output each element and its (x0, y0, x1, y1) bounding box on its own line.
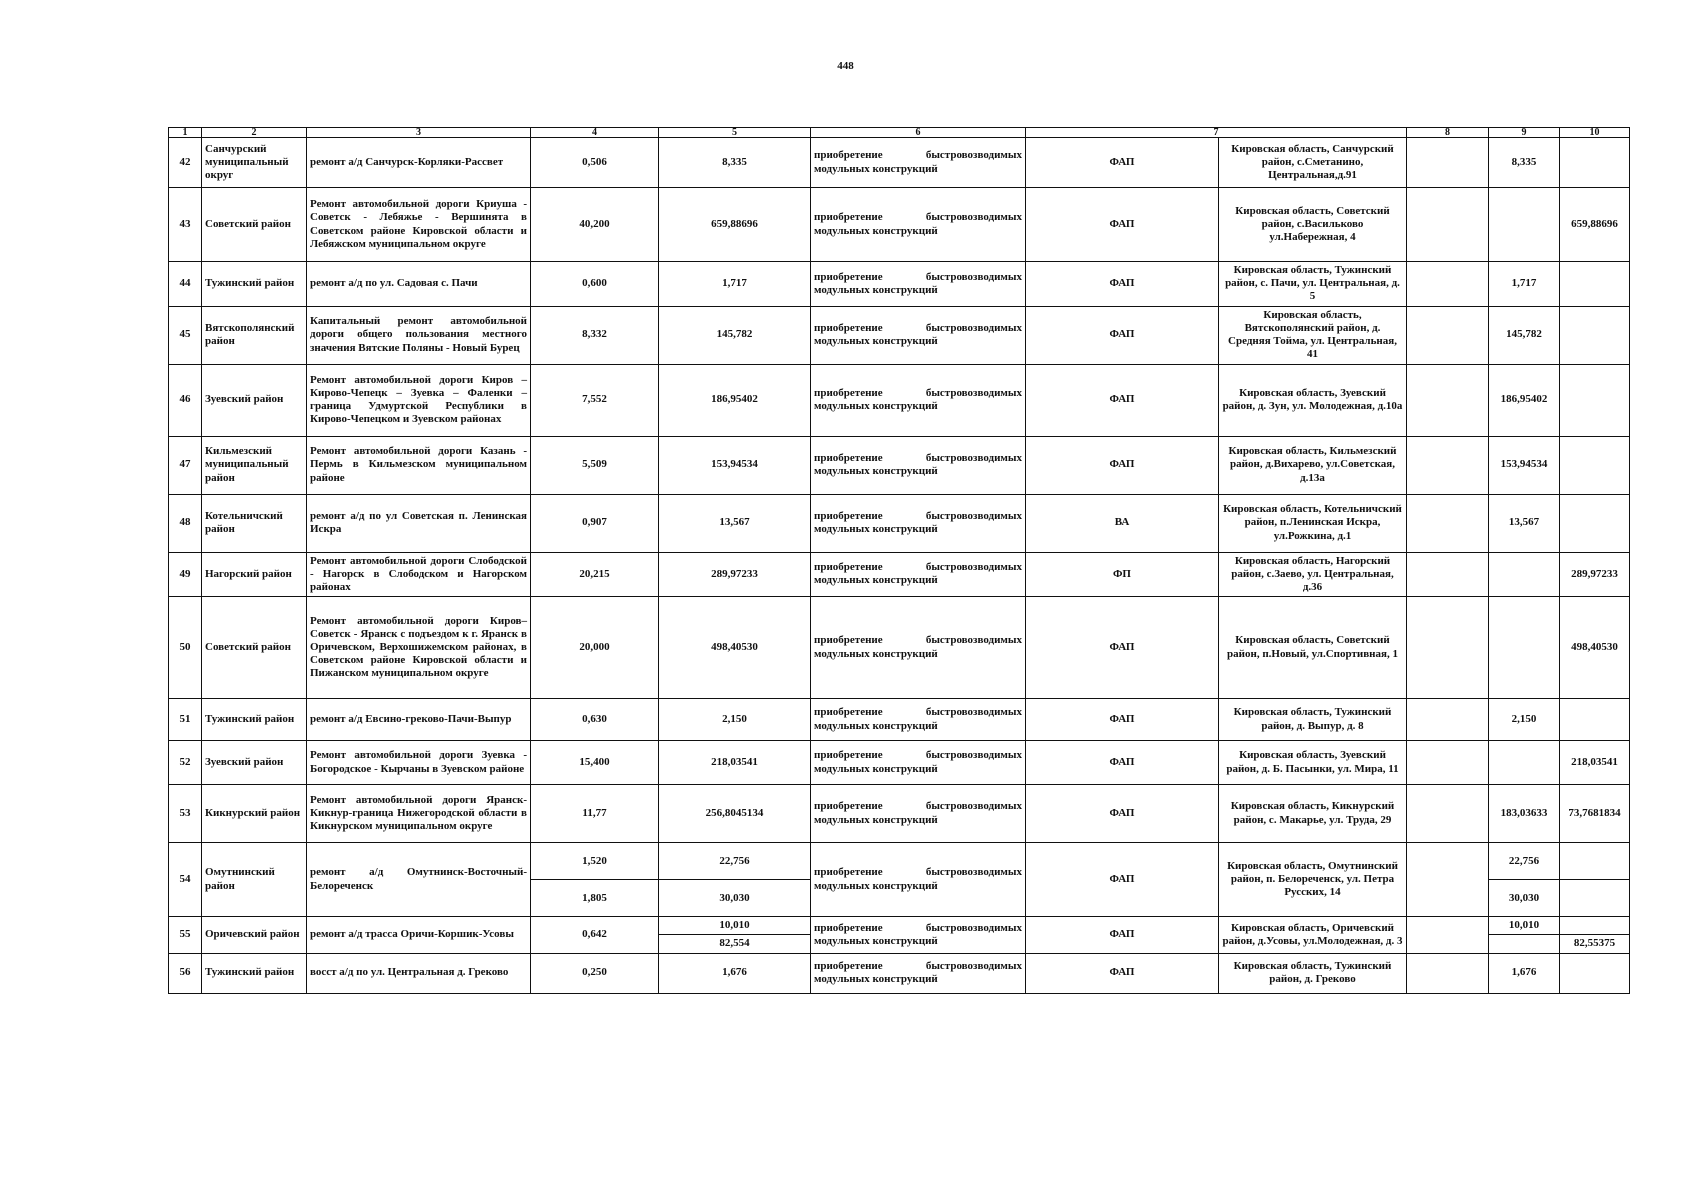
action-cell: приобретение быстровозводимых модульных конструкций (811, 741, 1026, 785)
table-row (169, 917, 1630, 935)
action-cell: приобретение быстровозводимых модульных конструкций (811, 699, 1026, 741)
road-cell: Ремонт автомобильной дороги Слободской - Нагорск в Слободском и Нагорском районах (307, 552, 531, 597)
column-10-cell (1560, 699, 1630, 741)
length-cell: 0,600 (531, 262, 659, 307)
column-number-8: 8 (1407, 128, 1489, 138)
action-cell: приобретение быстровозводимых модульных конструкций (811, 552, 1026, 597)
action-cell: приобретение быстровозводимых модульных конструкций (811, 188, 1026, 262)
district-cell: Нагорский район (202, 552, 307, 597)
column-10-cell (1560, 953, 1630, 993)
column-10-cell (1560, 364, 1630, 436)
row-number: 55 (169, 917, 202, 953)
column-10-cell: 289,97233 (1560, 552, 1630, 597)
length-cell: 0,506 (531, 138, 659, 188)
road-cell: ремонт а/д трасса Оричи-Коршик-Усовы (307, 917, 531, 953)
length-cell: 15,400 (531, 741, 659, 785)
length-cell: 8,332 (531, 306, 659, 364)
column-10-cell (1560, 880, 1630, 917)
column-10-cell (1560, 436, 1630, 494)
row-number: 48 (169, 494, 202, 552)
district-cell: Тужинский район (202, 953, 307, 993)
road-cell: Ремонт автомобильной дороги Зуевка - Богородское - Кырчаны в Зуевском районе (307, 741, 531, 785)
table-row (169, 188, 1630, 262)
column-9-cell: 1,676 (1489, 953, 1560, 993)
table-row (169, 843, 1630, 880)
cost-cell: 498,40530 (659, 597, 811, 699)
length-cell: 0,250 (531, 953, 659, 993)
row-number: 45 (169, 306, 202, 364)
object-type-cell: ВА (1026, 494, 1219, 552)
row-number: 44 (169, 262, 202, 307)
column-8-cell (1407, 188, 1489, 262)
cost-cell: 145,782 (659, 306, 811, 364)
district-cell: Омутнинский район (202, 843, 307, 917)
cost-cell: 10,010 (659, 917, 811, 935)
object-type-cell: ФАП (1026, 306, 1219, 364)
cost-cell: 8,335 (659, 138, 811, 188)
column-9-cell: 183,03633 (1489, 785, 1560, 843)
column-9-cell: 153,94534 (1489, 436, 1560, 494)
column-10-cell: 498,40530 (1560, 597, 1630, 699)
action-cell: приобретение быстровозводимых модульных конструкций (811, 917, 1026, 953)
cost-cell: 2,150 (659, 699, 811, 741)
column-number-row (169, 128, 1630, 138)
column-8-cell (1407, 953, 1489, 993)
column-8-cell (1407, 364, 1489, 436)
length-cell: 40,200 (531, 188, 659, 262)
row-number: 47 (169, 436, 202, 494)
column-10-cell: 659,88696 (1560, 188, 1630, 262)
column-9-cell (1489, 935, 1560, 953)
column-8-cell (1407, 597, 1489, 699)
action-cell: приобретение быстровозводимых модульных конструкций (811, 494, 1026, 552)
road-cell: ремонт а/д по ул. Садовая с. Пачи (307, 262, 531, 307)
table-row (169, 494, 1630, 552)
row-number: 51 (169, 699, 202, 741)
registry-body (169, 128, 1630, 994)
object-type-cell: ФП (1026, 552, 1219, 597)
row-number: 50 (169, 597, 202, 699)
address-cell: Кировская область, Тужинский район, д. Греково (1219, 953, 1407, 993)
action-cell: приобретение быстровозводимых модульных конструкций (811, 364, 1026, 436)
district-cell: Оричевский район (202, 917, 307, 953)
column-10-cell: 82,55375 (1560, 935, 1630, 953)
cost-cell: 30,030 (659, 880, 811, 917)
object-type-cell: ФАП (1026, 188, 1219, 262)
column-10-cell: 218,03541 (1560, 741, 1630, 785)
registry-table (168, 127, 1630, 994)
action-cell: приобретение быстровозводимых модульных конструкций (811, 138, 1026, 188)
column-9-cell: 8,335 (1489, 138, 1560, 188)
column-9-cell: 145,782 (1489, 306, 1560, 364)
address-cell: Кировская область, Советский район, п.Новый, ул.Спортивная, 1 (1219, 597, 1407, 699)
column-10-cell (1560, 262, 1630, 307)
table-row (169, 262, 1630, 307)
district-cell: Тужинский район (202, 262, 307, 307)
object-type-cell: ФАП (1026, 741, 1219, 785)
address-cell: Кировская область, Котельничский район, п.Ленинская Искра, ул.Рожкина, д.1 (1219, 494, 1407, 552)
object-type-cell: ФАП (1026, 953, 1219, 993)
page-number: 448 (837, 60, 854, 72)
address-cell: Кировская область, Зуевский район, д. Зун, ул. Молодежная, д.10а (1219, 364, 1407, 436)
road-cell: Ремонт автомобильной дороги Киров–Советск - Яранск с подъездом к г. Яранск в Оричевском, Верхошижемском районах, в Советском районе Кировской области и Пижанском муниципальном округе (307, 597, 531, 699)
address-cell: Кировская область, Зуевский район, д. Б. Пасынки, ул. Мира, 11 (1219, 741, 1407, 785)
object-type-cell: ФАП (1026, 364, 1219, 436)
table-row (169, 436, 1630, 494)
column-10-cell (1560, 494, 1630, 552)
object-type-cell: ФАП (1026, 138, 1219, 188)
column-10-cell (1560, 843, 1630, 880)
length-cell: 0,630 (531, 699, 659, 741)
district-cell: Кикнурский район (202, 785, 307, 843)
object-type-cell: ФАП (1026, 597, 1219, 699)
table-row (169, 552, 1630, 597)
length-cell: 5,509 (531, 436, 659, 494)
action-cell: приобретение быстровозводимых модульных конструкций (811, 597, 1026, 699)
column-number-3: 3 (307, 128, 531, 138)
row-number: 56 (169, 953, 202, 993)
column-9-cell: 22,756 (1489, 843, 1560, 880)
table-row (169, 699, 1630, 741)
road-cell: Капитальный ремонт автомобильной дороги общего пользования местного значения Вятские Поляны - Новый Бурец (307, 306, 531, 364)
table-row (169, 364, 1630, 436)
length-cell: 11,77 (531, 785, 659, 843)
table-row (169, 785, 1630, 843)
row-number: 52 (169, 741, 202, 785)
road-cell: ремонт а/д по ул Советская п. Ленинская Искра (307, 494, 531, 552)
address-cell: Кировская область, Кильмезский район, д.Вихарево, ул.Советская, д.13а (1219, 436, 1407, 494)
length-cell: 1,520 (531, 843, 659, 880)
length-cell: 1,805 (531, 880, 659, 917)
row-number: 46 (169, 364, 202, 436)
length-cell: 0,642 (531, 917, 659, 953)
cost-cell: 289,97233 (659, 552, 811, 597)
road-cell: ремонт а/д Омутнинск-Восточный-Белореченск (307, 843, 531, 917)
table-row (169, 138, 1630, 188)
column-number-4: 4 (531, 128, 659, 138)
object-type-cell: ФАП (1026, 436, 1219, 494)
district-cell: Котельничский район (202, 494, 307, 552)
road-cell: Ремонт автомобильной дороги Казань - Пермь в Кильмезском муниципальном районе (307, 436, 531, 494)
cost-cell: 1,717 (659, 262, 811, 307)
district-cell: Советский район (202, 597, 307, 699)
cost-cell: 186,95402 (659, 364, 811, 436)
district-cell: Зуевский район (202, 364, 307, 436)
column-8-cell (1407, 741, 1489, 785)
road-cell: восст а/д по ул. Центральная д. Греково (307, 953, 531, 993)
column-number-5: 5 (659, 128, 811, 138)
length-cell: 0,907 (531, 494, 659, 552)
column-number-2: 2 (202, 128, 307, 138)
row-number: 54 (169, 843, 202, 917)
object-type-cell: ФАП (1026, 917, 1219, 953)
object-type-cell: ФАП (1026, 785, 1219, 843)
column-number-9: 9 (1489, 128, 1560, 138)
column-9-cell (1489, 597, 1560, 699)
address-cell: Кировская область, Нагорский район, с.Заево, ул. Центральная, д.36 (1219, 552, 1407, 597)
column-8-cell (1407, 785, 1489, 843)
column-10-cell: 73,7681834 (1560, 785, 1630, 843)
row-number: 43 (169, 188, 202, 262)
column-8-cell (1407, 699, 1489, 741)
column-8-cell (1407, 843, 1489, 917)
action-cell: приобретение быстровозводимых модульных конструкций (811, 436, 1026, 494)
row-number: 53 (169, 785, 202, 843)
column-9-cell (1489, 741, 1560, 785)
road-cell: Ремонт автомобильной дороги Яранск-Кикнур-граница Нижегородской области в Кикнурском муниципальном округе (307, 785, 531, 843)
column-8-cell (1407, 436, 1489, 494)
address-cell: Кировская область, Оричевский район, д.Усовы, ул.Молодежная, д. 3 (1219, 917, 1407, 953)
cost-cell: 218,03541 (659, 741, 811, 785)
column-number-7: 7 (1026, 128, 1407, 138)
column-10-cell (1560, 917, 1630, 935)
length-cell: 7,552 (531, 364, 659, 436)
column-9-cell: 10,010 (1489, 917, 1560, 935)
table-row (169, 741, 1630, 785)
length-cell: 20,000 (531, 597, 659, 699)
address-cell: Кировская область, Омутнинский район, п. Белореченск, ул. Петра Русских, 14 (1219, 843, 1407, 917)
object-type-cell: ФАП (1026, 699, 1219, 741)
action-cell: приобретение быстровозводимых модульных конструкций (811, 306, 1026, 364)
road-cell: Ремонт автомобильной дороги Криуша - Советск - Лебяжье - Вершинята в Советском районе Кировской области и Лебяжском муниципальном округе (307, 188, 531, 262)
cost-cell: 153,94534 (659, 436, 811, 494)
cost-cell: 659,88696 (659, 188, 811, 262)
table-row (169, 953, 1630, 993)
address-cell: Кировская область, Санчурский район, с.Сметанино, Центральная,д.91 (1219, 138, 1407, 188)
road-cell: ремонт а/д Евсино-греково-Пачи-Выпур (307, 699, 531, 741)
column-9-cell: 186,95402 (1489, 364, 1560, 436)
district-cell: Зуевский район (202, 741, 307, 785)
column-number-1: 1 (169, 128, 202, 138)
table-row (169, 306, 1630, 364)
address-cell: Кировская область, Вятскополянский район, д. Средняя Тойма, ул. Центральная, 41 (1219, 306, 1407, 364)
cost-cell: 82,554 (659, 935, 811, 953)
column-10-cell (1560, 306, 1630, 364)
column-10-cell (1560, 138, 1630, 188)
road-cell: ремонт а/д Санчурск-Корляки-Рассвет (307, 138, 531, 188)
cost-cell: 1,676 (659, 953, 811, 993)
column-8-cell (1407, 138, 1489, 188)
table-row (169, 597, 1630, 699)
column-9-cell (1489, 188, 1560, 262)
action-cell: приобретение быстровозводимых модульных конструкций (811, 843, 1026, 917)
action-cell: приобретение быстровозводимых модульных конструкций (811, 785, 1026, 843)
action-cell: приобретение быстровозводимых модульных конструкций (811, 262, 1026, 307)
column-number-6: 6 (811, 128, 1026, 138)
cost-cell: 256,8045134 (659, 785, 811, 843)
action-cell: приобретение быстровозводимых модульных конструкций (811, 953, 1026, 993)
district-cell: Вятскополянский район (202, 306, 307, 364)
column-9-cell: 1,717 (1489, 262, 1560, 307)
row-number: 49 (169, 552, 202, 597)
road-cell: Ремонт автомобильной дороги Киров – Кирово-Чепецк – Зуевка – Фаленки – граница Удмуртской Республики в Кирово-Чепецком и Зуевском районах (307, 364, 531, 436)
district-cell: Кильмезский муниципальный район (202, 436, 307, 494)
address-cell: Кировская область, Тужинский район, д. Выпур, д. 8 (1219, 699, 1407, 741)
column-8-cell (1407, 917, 1489, 953)
column-8-cell (1407, 306, 1489, 364)
cost-cell: 13,567 (659, 494, 811, 552)
district-cell: Советский район (202, 188, 307, 262)
column-8-cell (1407, 262, 1489, 307)
object-type-cell: ФАП (1026, 843, 1219, 917)
column-number-10: 10 (1560, 128, 1630, 138)
address-cell: Кировская область, Кикнурский район, с. Макарье, ул. Труда, 29 (1219, 785, 1407, 843)
object-type-cell: ФАП (1026, 262, 1219, 307)
column-8-cell (1407, 552, 1489, 597)
column-9-cell: 30,030 (1489, 880, 1560, 917)
length-cell: 20,215 (531, 552, 659, 597)
column-9-cell: 13,567 (1489, 494, 1560, 552)
column-9-cell (1489, 552, 1560, 597)
column-9-cell: 2,150 (1489, 699, 1560, 741)
address-cell: Кировская область, Советский район, с.Васильково ул.Набережная, 4 (1219, 188, 1407, 262)
row-number: 42 (169, 138, 202, 188)
column-8-cell (1407, 494, 1489, 552)
district-cell: Тужинский район (202, 699, 307, 741)
district-cell: Санчурский муниципальный округ (202, 138, 307, 188)
address-cell: Кировская область, Тужинский район, с. Пачи, ул. Центральная, д. 5 (1219, 262, 1407, 307)
cost-cell: 22,756 (659, 843, 811, 880)
